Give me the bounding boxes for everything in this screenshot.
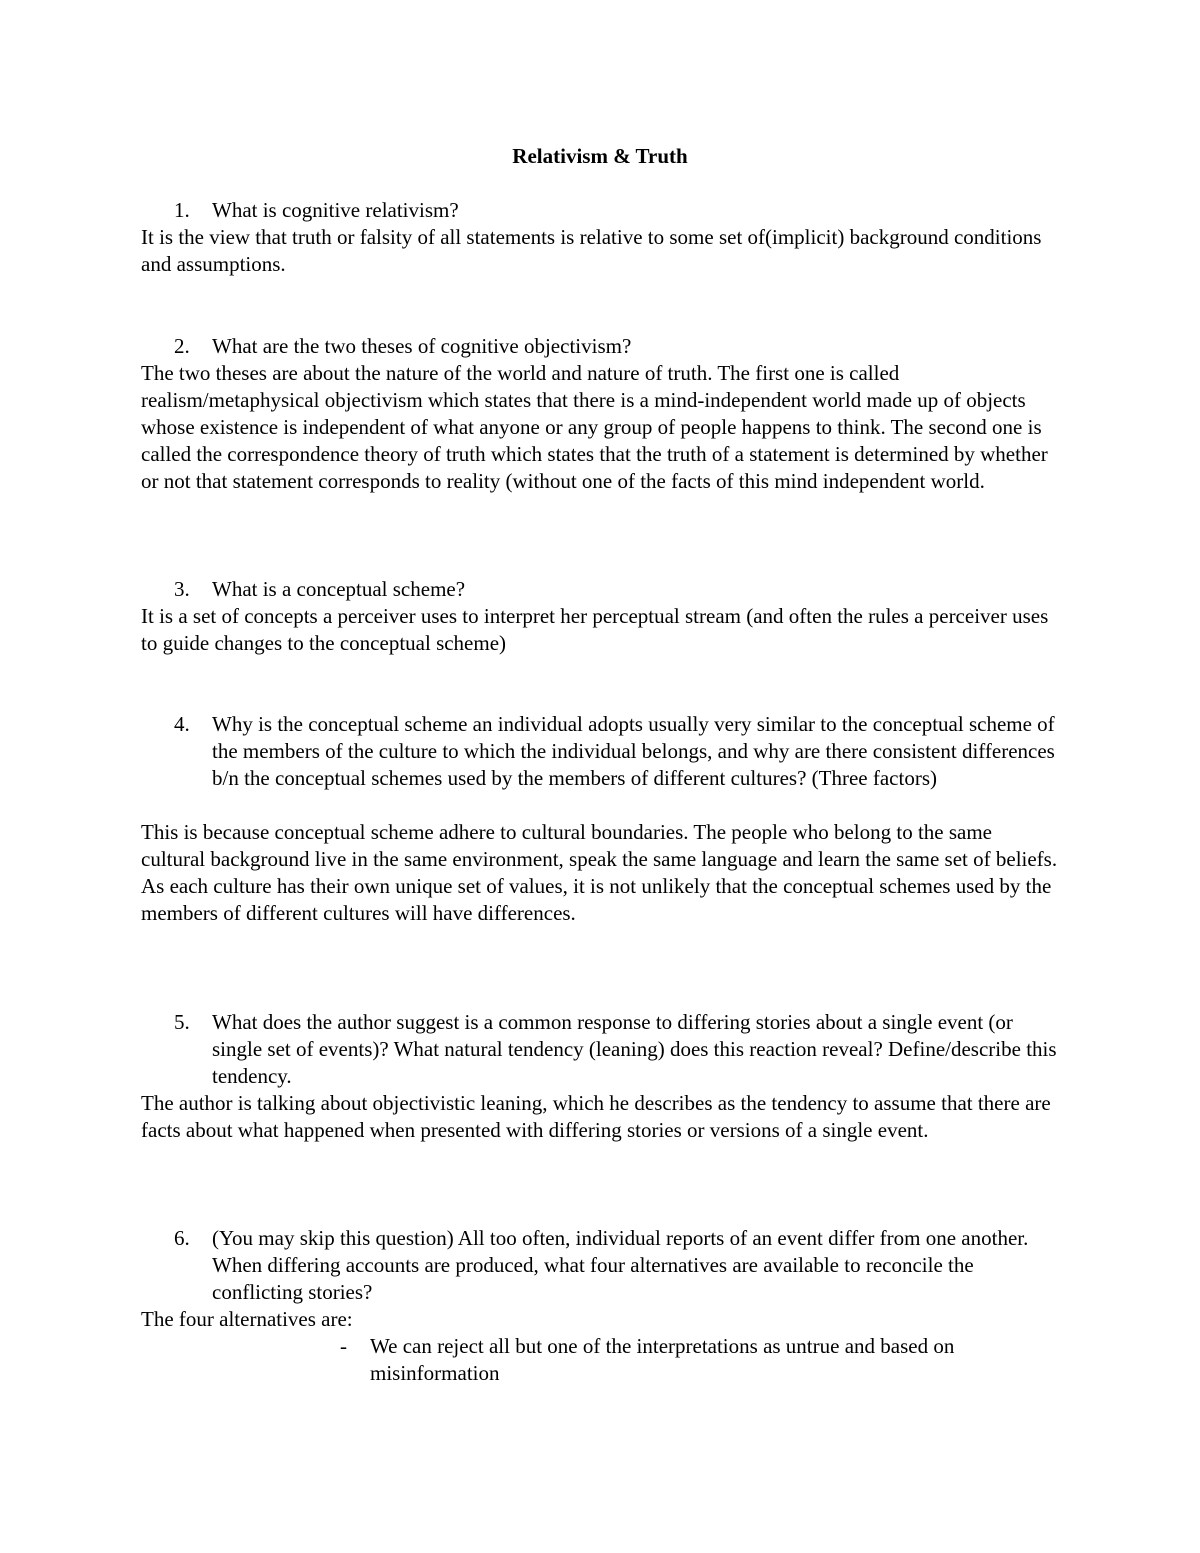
document-title: Relativism & Truth bbox=[512, 144, 688, 168]
question-2 bbox=[174, 333, 1064, 360]
question-text: What are the two theses of cognitive objectivism? bbox=[212, 334, 632, 358]
question-number: 2. bbox=[174, 334, 190, 358]
bullet-dash: - bbox=[340, 1334, 347, 1358]
answer-2: The two theses are about the nature of the world and nature of truth. The first one is called realism/metaphysical objectivism which states that there is a mind-independent world made up of objects whose existence is independent of what anyone or any group of people happens to think. The second one is called the correspondence theory of truth which states that the truth of a statement is determined by whether or not that statement corresponds to reality (without one of the facts of this mind independent world. bbox=[141, 361, 1048, 493]
question-text: What does the author suggest is a common response to differing stories about a single event (or single set of events)? What natural tendency (leaning) does this reaction reveal? Define/describe this tendency. bbox=[212, 1010, 1057, 1088]
question-text: What is cognitive relativism? bbox=[212, 198, 459, 222]
question-1 bbox=[174, 197, 1064, 224]
question-text: (You may skip this question) All too often, individual reports of an event differ from one another. When differing accounts are produced, what four alternatives are available to reconcile the conflicting stories? bbox=[212, 1226, 1029, 1304]
answer-4: This is because conceptual scheme adhere to cultural boundaries. The people who belong to the same cultural background live in the same environment, speak the same language and learn the same set of beliefs. As each culture has their own unique set of values, it is not unlikely that the conceptual schemes used by the members of different cultures will have differences. bbox=[141, 820, 1058, 925]
question-5 bbox=[174, 1009, 1064, 1090]
answer-6: The four alternatives are: bbox=[141, 1307, 353, 1331]
question-4 bbox=[174, 711, 1064, 792]
question-number: 6. bbox=[174, 1226, 190, 1250]
question-number: 5. bbox=[174, 1010, 190, 1034]
question-text: What is a conceptual scheme? bbox=[212, 577, 466, 601]
bullet-text: We can reject all but one of the interpretations as untrue and based on misinformation bbox=[370, 1334, 955, 1385]
question-6 bbox=[174, 1225, 1064, 1306]
question-text: Why is the conceptual scheme an individual adopts usually very similar to the conceptual scheme of the members of the culture to which the individual belongs, and why are there consistent differences b/n the conceptual schemes used by the members of different cultures? (Three factors) bbox=[212, 712, 1055, 790]
bullet-item bbox=[340, 1333, 1040, 1387]
answer-3: It is a set of concepts a perceiver uses to interpret her perceptual stream (and often the rules a perceiver uses to guide changes to the conceptual scheme) bbox=[141, 604, 1049, 655]
question-number: 4. bbox=[174, 712, 190, 736]
answer-1: It is the view that truth or falsity of all statements is relative to some set of(implicit) background conditions and assumptions. bbox=[141, 225, 1042, 276]
question-number: 1. bbox=[174, 198, 190, 222]
question-number: 3. bbox=[174, 577, 190, 601]
answer-5: The author is talking about objectivistic leaning, which he describes as the tendency to assume that there are facts about what happened when presented with differing stories or versions of a single event. bbox=[141, 1091, 1051, 1142]
question-3 bbox=[174, 576, 1064, 603]
